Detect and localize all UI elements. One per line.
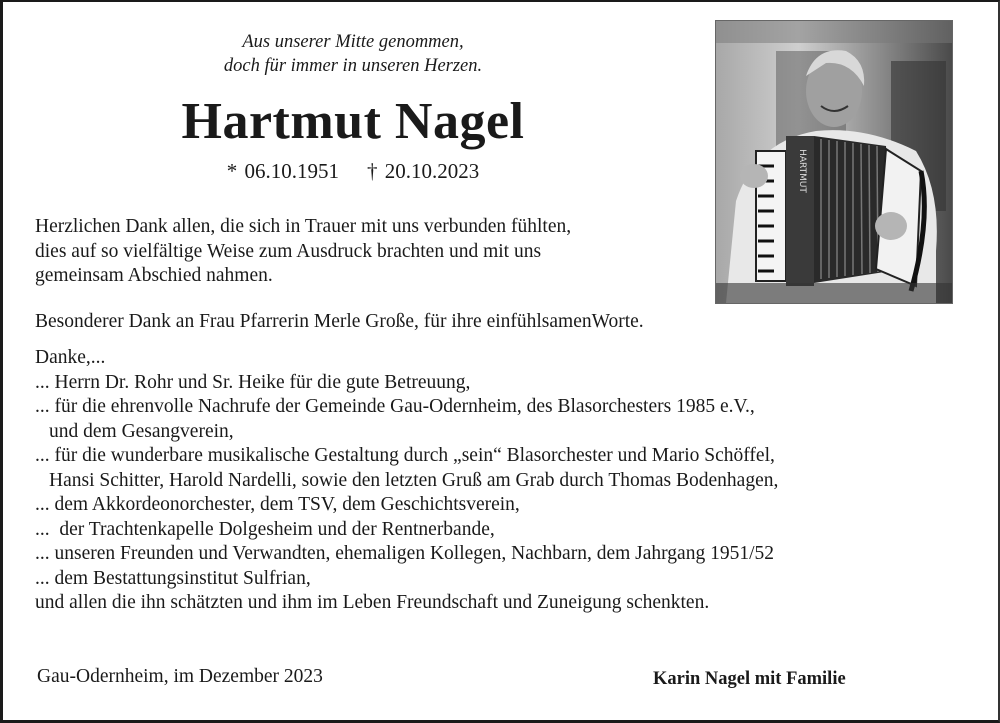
pastor-thanks: Besonderer Dank an Frau Pfarrerin Merle Große, für ihre einfühlsamenWorte.	[35, 311, 644, 332]
thanks-line: ... der Trachtenkapelle Dolgesheim und der Rentnerbande,	[35, 518, 495, 540]
paragraph-line: Herzlichen Dank allen, die sich in Trauer mit uns verbunden fühlten,	[35, 216, 572, 237]
motto-line-1: Aus unserer Mitte genommen,	[242, 32, 464, 52]
signature: Karin Nagel mit Familie	[653, 669, 846, 689]
thanks-line: ... unseren Freunden und Verwandten, ehemaligen Kollegen, Nachbarn, dem Jahrgang 1951/52	[35, 543, 774, 564]
thanks-line: ... Herrn Dr. Rohr und Sr. Heike für die gute Betreuung,	[35, 371, 471, 393]
thanks-line: ... dem Akkordeonorchester, dem TSV, dem Geschichtsverein,	[35, 494, 520, 515]
thanks-line: ... für die ehrenvolle Nachrufe der Gemeinde Gau-Odernheim, des Blasorchesters 1985 e.V.,	[35, 396, 755, 417]
thanks-list	[35, 346, 975, 616]
life-dates	[153, 158, 553, 184]
thanks-line-continued: Hansi Schitter, Harold Nardelli, sowie den letzten Gruß am Grab durch Thomas Bodenhagen,	[49, 469, 779, 491]
accordion-label: HARTMUT	[797, 149, 807, 193]
paragraph-line: dies auf so vielfältige Weise zum Ausdruck brachten und mit uns	[35, 240, 542, 262]
thanks-paragraph	[35, 215, 975, 289]
thanks-line: ... dem Bestattungsinstitut Sulfrian,	[35, 567, 311, 589]
thanks-line: Danke,...	[35, 347, 106, 368]
thanks-line: ... für die wunderbare musikalische Gestaltung durch „sein“ Blasorchester und Mario Schöffel,	[35, 445, 775, 466]
thanks-line: und allen die ihn schätzten und ihm im Leben Freundschaft und Zuneigung schenkten.	[35, 592, 710, 613]
death-date: † 20.10.2023	[367, 159, 480, 183]
motto	[153, 30, 553, 78]
birth-date: * 06.10.1951	[226, 159, 339, 183]
place-date: Gau-Odernheim, im Dezember 2023	[37, 666, 323, 687]
deceased-name: Hartmut Nagel	[181, 93, 525, 150]
motto-line-2: doch für immer in unseren Herzen.	[223, 56, 483, 76]
paragraph-line: gemeinsam Abschied nahmen.	[35, 265, 273, 286]
thanks-line-continued: und dem Gesangverein,	[49, 420, 234, 442]
